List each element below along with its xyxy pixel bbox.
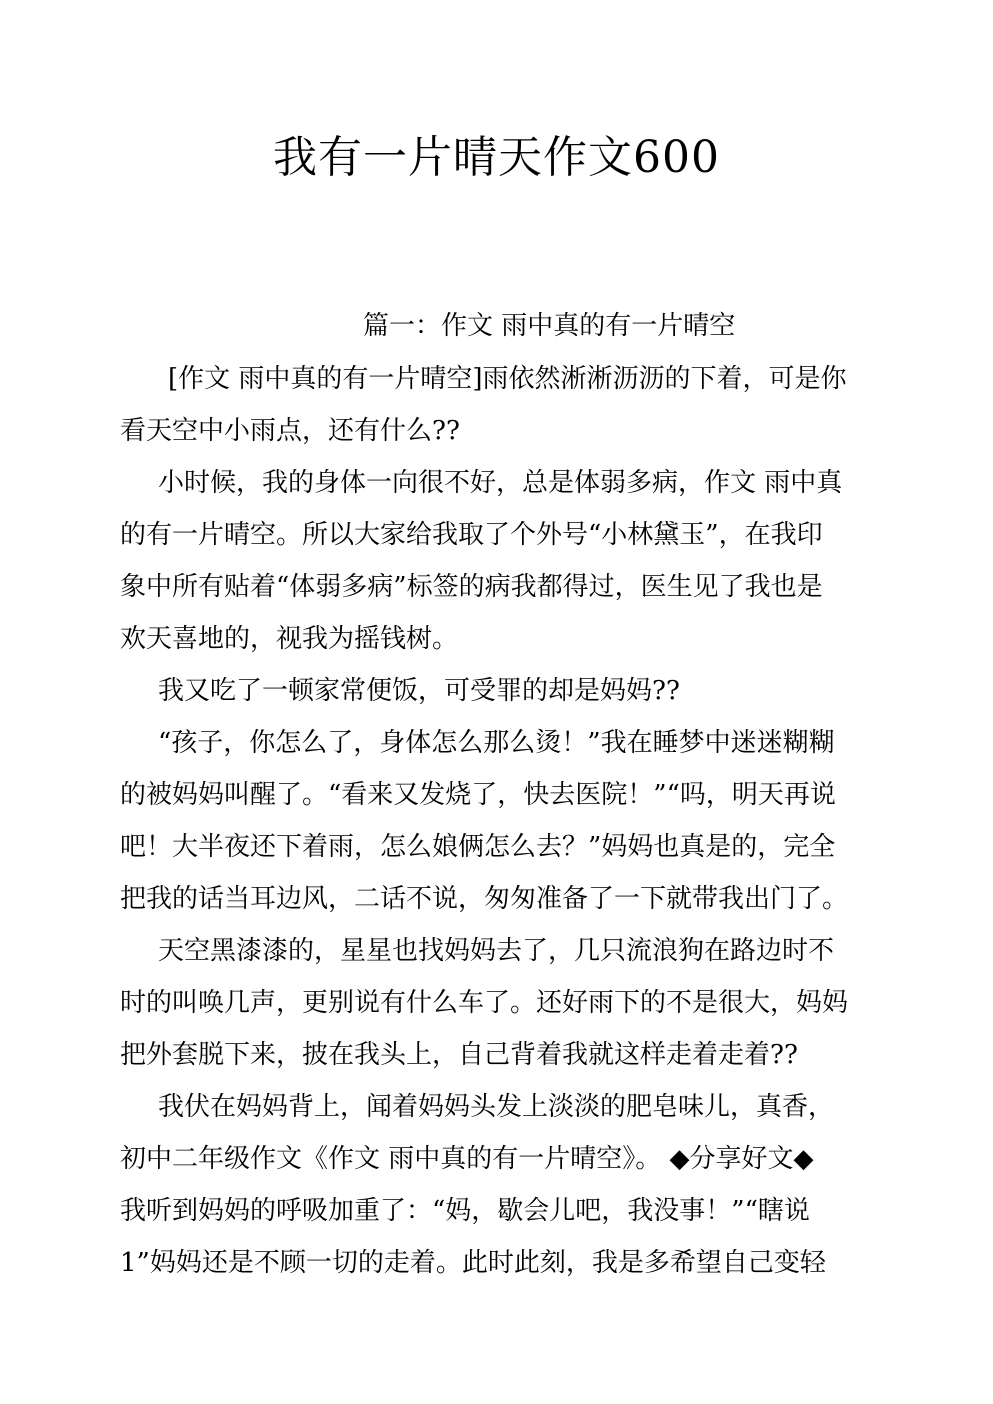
paragraph-line: 我伏在妈妈背上，闻着妈妈头发上淡淡的肥皂味儿，真香， (158, 1092, 835, 1122)
paragraph-line: 看天空中小雨点，还有什么?? (120, 416, 460, 446)
paragraph-line: 初中二年级作文《作文 雨中真的有一片晴空》。 ◆分享好文◆ (120, 1144, 814, 1174)
section-heading: 篇一：作文 雨中真的有一片晴空 (363, 311, 736, 341)
paragraph-line: 把外套脱下来，披在我头上，自己背着我就这样走着走着?? (120, 1040, 798, 1070)
paragraph-line: 我听到妈妈的呼吸加重了：“妈，歇会儿吧，我没事！”“瞎说 (120, 1196, 810, 1226)
paragraph-line: 时的叫唤几声，更别说有什么车了。还好雨下的不是很大，妈妈 (120, 988, 849, 1018)
paragraph-line: 把我的话当耳边风，二话不说，匆匆准备了一下就带我出门了。 (120, 884, 849, 914)
paragraph-line: 我又吃了一顿家常便饭，可受罪的却是妈妈?? (158, 676, 680, 706)
paragraph-line: 欢天喜地的，视我为摇钱树。 (120, 624, 459, 654)
paragraph-line: “孩子，你怎么了，身体怎么那么烫！”我在睡梦中迷迷糊糊 (158, 728, 835, 758)
paragraph-line: 天空黑漆漆的，星星也找妈妈去了，几只流浪狗在路边时不 (158, 936, 835, 966)
document-title: 我有一片晴天作文600 (273, 132, 720, 183)
paragraph-line: 吧！大半夜还下着雨，怎么娘俩怎么去？”妈妈也真是的，完全 (120, 832, 836, 862)
paragraph-line: 的有一片晴空。所以大家给我取了个外号“小林黛玉”，在我印 (120, 520, 823, 550)
paragraph-line: 小时候，我的身体一向很不好，总是体弱多病，作文 雨中真 (158, 468, 843, 498)
paragraph-line: 的被妈妈叫醒了。“看来又发烧了，快去医院！”“吗，明天再说 (120, 780, 836, 810)
paragraph-line: [作文 雨中真的有一片晴空]雨依然淅淅沥沥的下着，可是你 (168, 364, 847, 394)
paragraph-line: 象中所有贴着“体弱多病”标签的病我都得过，医生见了我也是 (120, 572, 823, 602)
paragraph-line: 1”妈妈还是不顾一切的走着。此时此刻，我是多希望自己变轻 (120, 1248, 826, 1278)
